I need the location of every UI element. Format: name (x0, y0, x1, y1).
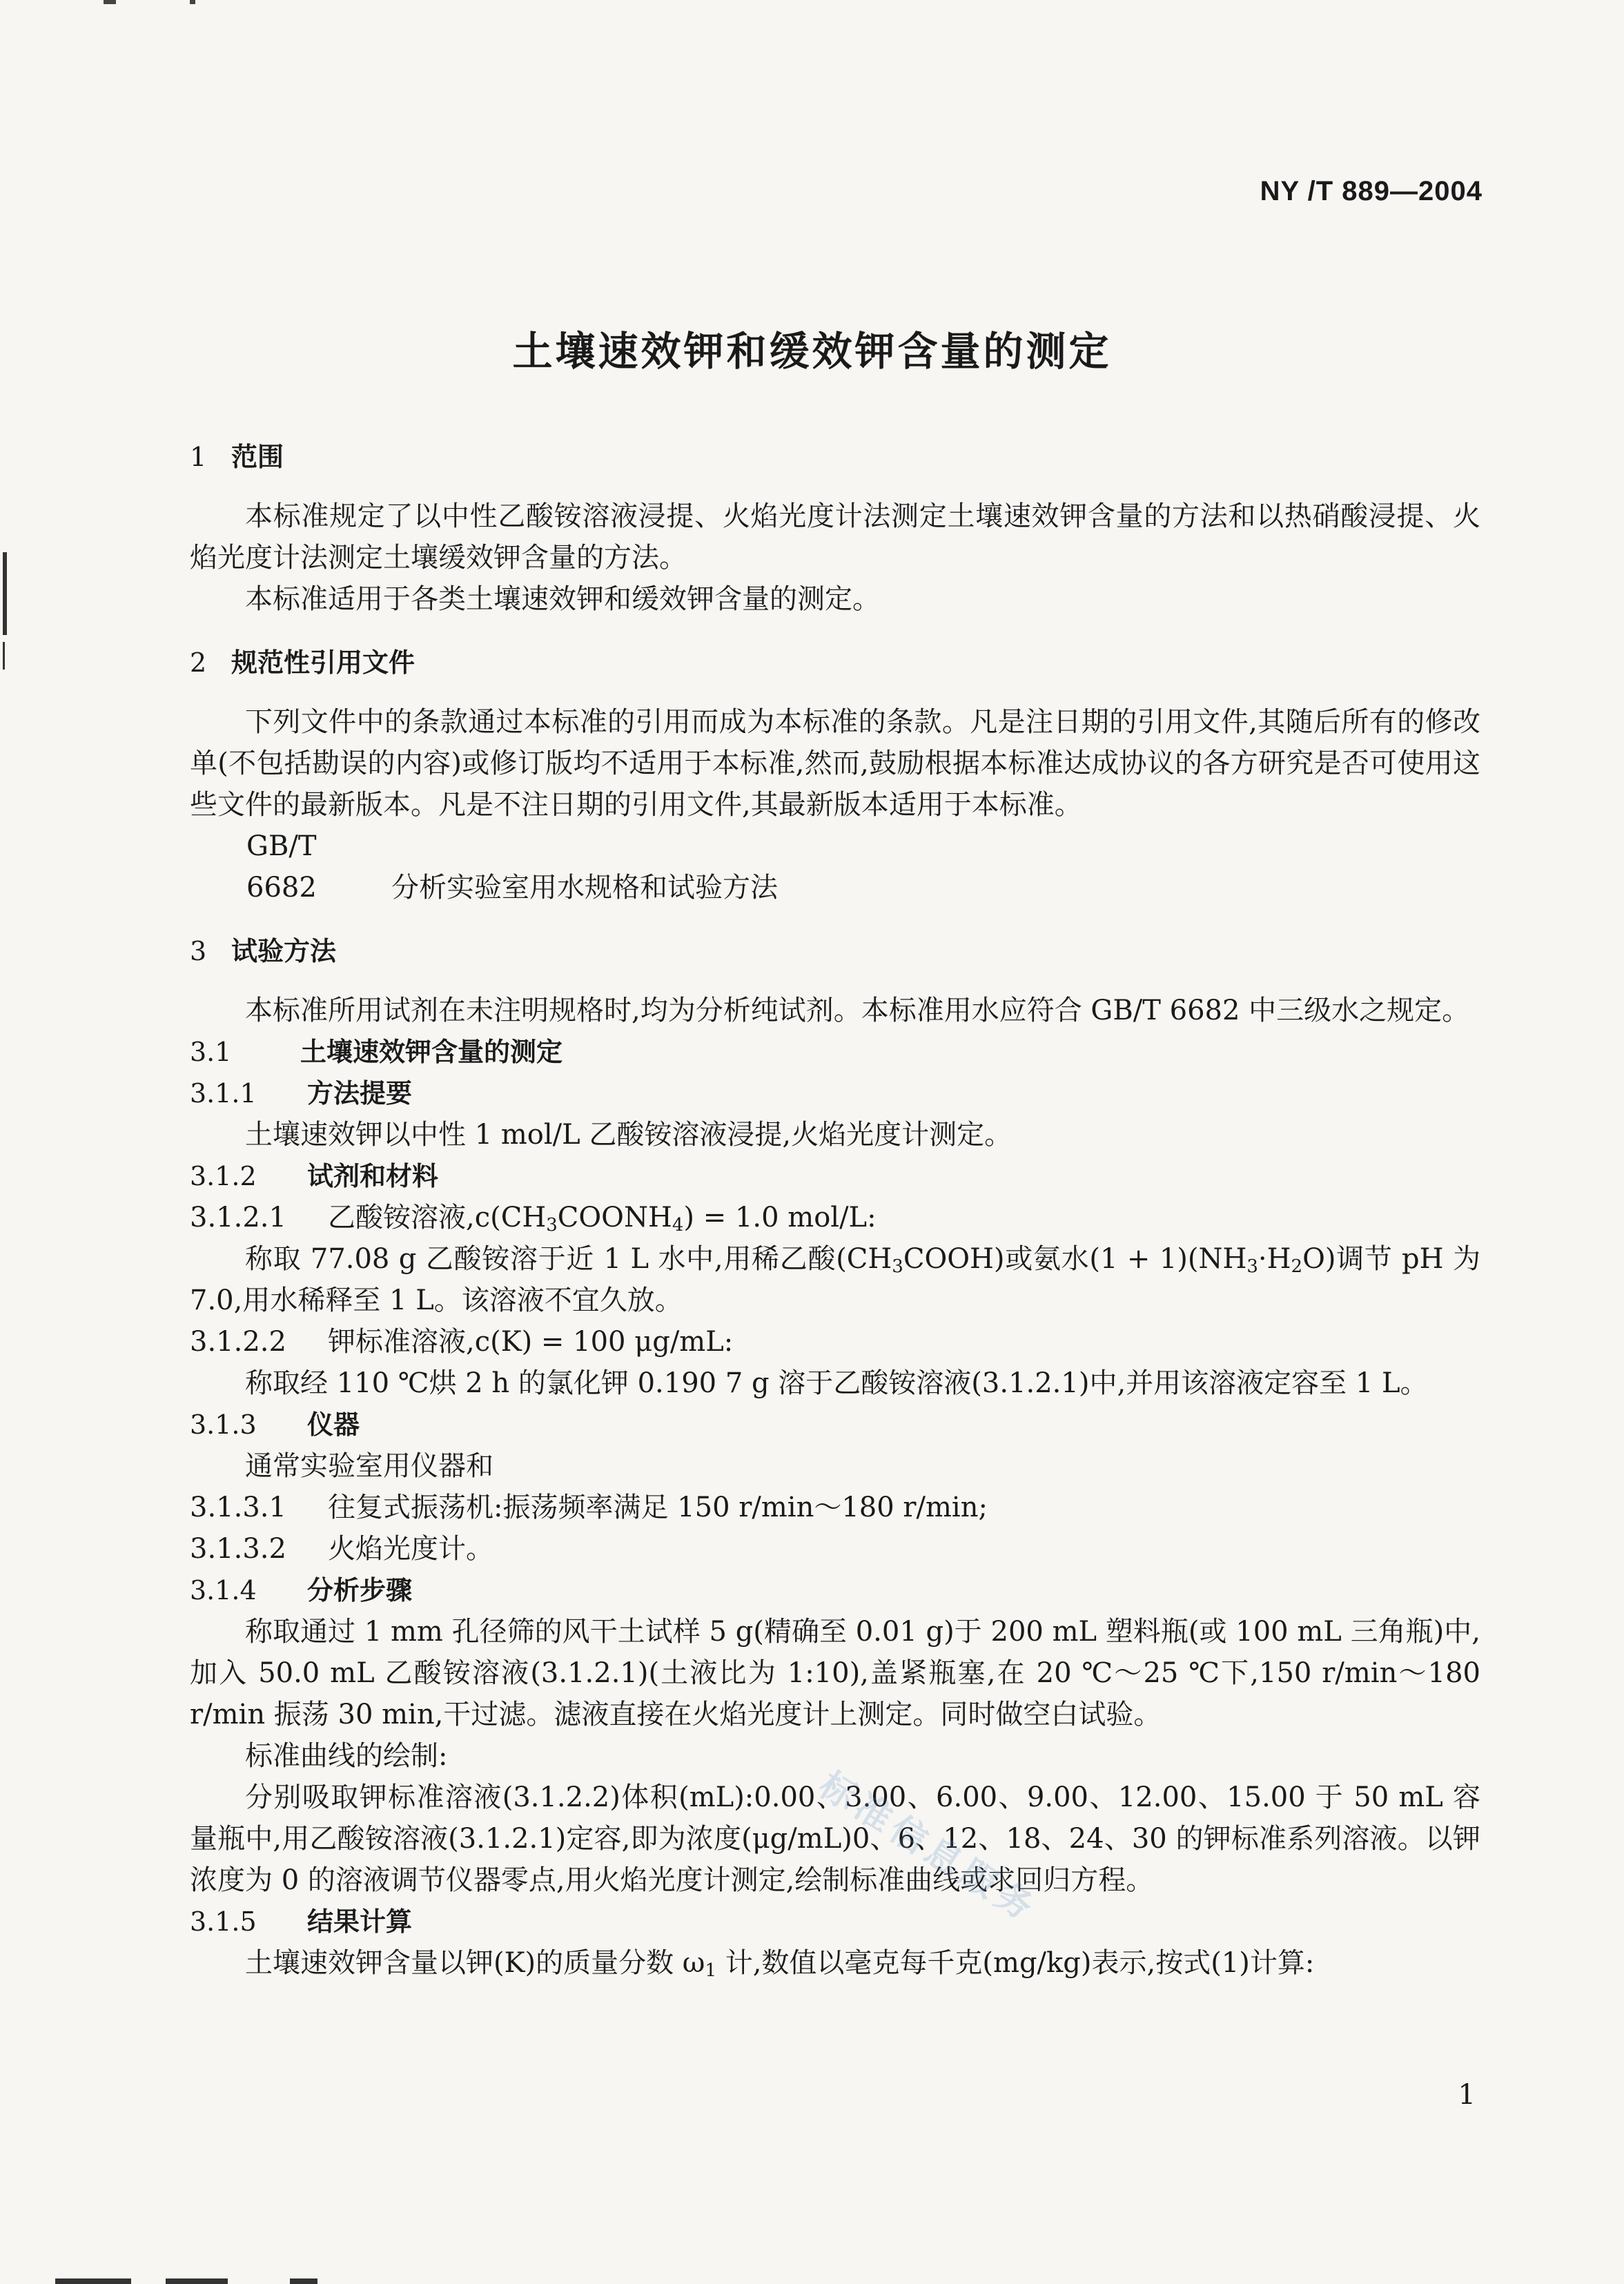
page-number: 1 (1458, 2079, 1476, 2111)
paragraph: 本标准适用于各类土壤速效钾和缓效钾含量的测定。 (245, 583, 880, 615)
clause-number: 3.1.3.1 (190, 1492, 286, 1523)
document-body (190, 436, 1480, 1984)
subsection-number: 3.1.3 (190, 1409, 257, 1440)
subsection-number: 3.1.2 (190, 1161, 257, 1191)
subsection-number: 3.1 (190, 1037, 232, 1067)
watermark: 标准信息服务 (812, 1764, 1045, 1931)
subsection-title: 分析步骤 (307, 1575, 413, 1605)
subsection-heading (190, 1073, 1480, 1114)
paragraph (190, 1942, 1480, 1984)
subsection-heading (190, 1155, 1480, 1197)
document-title: 土壤速效钾和缓效钾含量的测定 (512, 328, 1112, 375)
clause-text: 乙酸铵溶液,c(CH (328, 1202, 547, 1233)
section-number: 3 (190, 936, 207, 966)
subsection-title: 土壤速效钾含量的测定 (300, 1037, 563, 1067)
reference-entry (190, 826, 1480, 908)
paragraph: 下列文件中的条款通过本标准的引用而成为本标准的条款。凡是注日期的引用文件,其随后所有的修改单(不包括勘误的内容)或修订版均不适用于本标准,然而,鼓励根据本标准达成协议的各方研究是否可使用这些文件的最新版本。凡是不注日期的引用文件,其最新版本适用于本标准。 (190, 706, 1480, 821)
clause-number: 3.1.2.2 (190, 1326, 286, 1358)
subsection-title: 结果计算 (307, 1906, 413, 1937)
subsection-number: 3.1.5 (190, 1906, 257, 1937)
section-title: 试验方法 (231, 936, 337, 966)
scan-mark (104, 0, 116, 4)
scan-mark (3, 642, 5, 670)
standard-code: NY /T 889—2004 (1260, 176, 1483, 206)
subscript: 3 (892, 1256, 903, 1277)
section-heading (190, 930, 1480, 972)
paragraph-text: 土壤速效钾含量以钾(K)的质量分数 ω (245, 1947, 705, 1979)
paragraph: 通常实验室用仪器和 (245, 1450, 493, 1482)
clause-line (190, 1487, 1480, 1528)
paragraph-text: COOH)或氨水(1 + 1)(NH (903, 1243, 1247, 1275)
clause-number: 3.1.3.2 (190, 1533, 286, 1565)
paragraph: 本标准所用试剂在未注明规格时,均为分析纯试剂。本标准用水应符合 GB/T 6682 中三级水之规定。 (245, 995, 1470, 1026)
subsection-title: 方法提要 (307, 1078, 413, 1109)
paragraph: 本标准规定了以中性乙酸铵溶液浸提、火焰光度计法测定土壤速效钾含量的方法和以热硝酸浸提、火焰光度计法测定土壤缓效钾含量的方法。 (190, 500, 1480, 574)
scan-mark (55, 2278, 131, 2284)
scan-mark (190, 0, 195, 4)
scan-mark (290, 2278, 317, 2284)
subscript: 3 (1246, 1256, 1258, 1277)
reference-title: 分析实验室用水规格和试验方法 (391, 872, 778, 904)
subscript: 1 (705, 1960, 716, 1981)
subsection-number: 3.1.4 (190, 1575, 257, 1605)
clause-text: 往复式振荡机:振荡频率满足 150 r/min～180 r/min; (328, 1492, 988, 1523)
section-number: 1 (190, 442, 207, 472)
section-title: 范围 (231, 442, 284, 472)
reference-code: GB/T 6682 (246, 830, 317, 904)
subscript: 4 (672, 1215, 684, 1236)
subsection-heading (190, 1901, 1480, 1942)
paragraph (190, 1238, 1480, 1321)
section-number: 2 (190, 647, 207, 678)
subscript: 3 (546, 1215, 558, 1236)
paragraph: 土壤速效钾以中性 1 mol/L 乙酸铵溶液浸提,火焰光度计测定。 (245, 1119, 1012, 1151)
scan-mark (166, 2278, 228, 2284)
paragraph-text: 称取 77.08 g 乙酸铵溶于近 1 L 水中,用稀乙酸(CH (245, 1243, 892, 1275)
paragraph-text: O)调节 pH 为 7.0,用水稀释至 1 L。该溶液不宜久放。 (190, 1243, 1480, 1316)
subsection-heading (190, 1570, 1480, 1611)
subsection-heading (190, 1031, 1480, 1073)
section-heading (190, 436, 1480, 478)
paragraph-text: 计,数值以毫克每千克(mg/kg)表示,按式(1)计算: (716, 1947, 1315, 1979)
clause-text: ) = 1.0 mol/L: (683, 1202, 877, 1233)
clause-heading (190, 1197, 1480, 1238)
clause-text: 火焰光度计。 (328, 1533, 493, 1565)
subsection-title: 仪器 (307, 1409, 360, 1440)
scan-mark (3, 552, 7, 635)
subsection-number: 3.1.1 (190, 1078, 257, 1109)
clause-heading (190, 1321, 1480, 1363)
subscript: 2 (1291, 1256, 1303, 1277)
paragraph: 分别吸取钾标准溶液(3.1.2.2)体积(mL):0.00、3.00、6.00、9.00、12.00、15.00 于 50 mL 容量瓶中,用乙酸铵溶液(3.1.2.1)定容,即为浓度(μg/mL)0、6、12、18、24、30 的钾标准系列溶液。以钾浓度为 0 的溶液调节仪器零点,用火焰光度计测定,绘制标准曲线或求回归方程。 (190, 1782, 1480, 1896)
clause-text: COONH (557, 1202, 672, 1233)
clause-line (190, 1528, 1480, 1570)
paragraph: 称取经 110 ℃烘 2 h 的氯化钾 0.190 7 g 溶于乙酸铵溶液(3.1.2.1)中,并用该溶液定容至 1 L。 (245, 1367, 1428, 1399)
subsection-heading (190, 1404, 1480, 1445)
paragraph: 称取通过 1 mm 孔径筛的风干土试样 5 g(精确至 0.01 g)于 200 mL 塑料瓶(或 100 mL 三角瓶)中,加入 50.0 mL 乙酸铵溶液(3.1.2.1)(土液比为 1:10),盖紧瓶塞,在 20 ℃～25 ℃下,150 r/min～180 r/min 振荡 30 min,干过滤。滤液直接在火焰光度计上测定。同时做空白试验。 (190, 1616, 1480, 1730)
clause-text: 钾标准溶液,c(K) = 100 μg/mL: (328, 1326, 734, 1358)
clause-number: 3.1.2.1 (190, 1202, 286, 1233)
subsection-title: 试剂和材料 (307, 1161, 439, 1191)
paragraph-text: ·H (1258, 1243, 1291, 1275)
section-title: 规范性引用文件 (231, 647, 415, 678)
section-heading (190, 642, 1480, 683)
paragraph: 标准曲线的绘制: (245, 1740, 448, 1772)
